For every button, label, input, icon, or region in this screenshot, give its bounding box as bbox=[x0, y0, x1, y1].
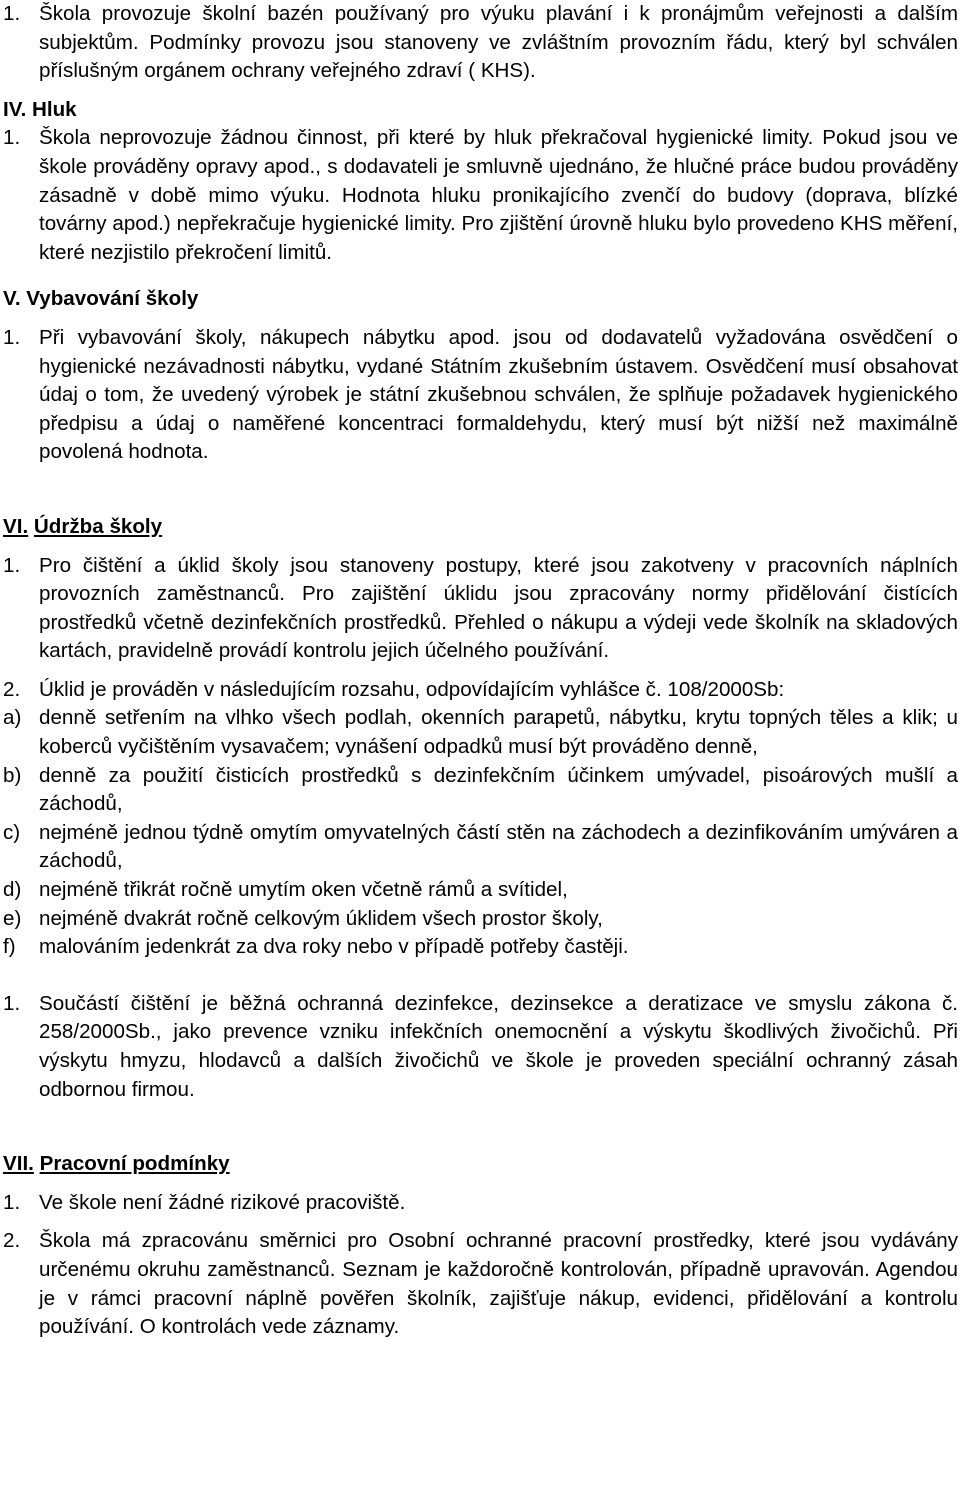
item-number: 2. bbox=[3, 677, 21, 701]
item-number: 1. bbox=[3, 325, 21, 349]
paragraph-text: Pro čištění a úklid školy jsou stanoveny postupy, které jsou zakotveny v pracovních náplních provozních zaměstnanců. Pro zajištění úklidu jsou zpracovány normy přidělování čistících prostředků včetně dezinfekčních prostředků. Přehled o nákupu a výdeji vede školník na skladových kartách, pravidelně provádí kontrolu jejich účelného používání. bbox=[39, 553, 958, 663]
item-number: 1. bbox=[3, 126, 21, 150]
list-item-text: nejméně dvakrát ročně celkovým úklidem všech prostor školy, bbox=[39, 906, 603, 930]
heading-number: VII. bbox=[3, 1152, 34, 1176]
list-item-text: denně za použití čisticích prostředků s dezinfekčním účinkem umývadel, pisoárových mušlí a záchodů, bbox=[39, 763, 958, 816]
paragraph-hluk-1 bbox=[0, 124, 960, 267]
item-number: 2. bbox=[3, 1229, 21, 1253]
list-marker: e) bbox=[3, 906, 22, 930]
paragraph-pracovni-1 bbox=[0, 1189, 960, 1218]
list-item bbox=[0, 819, 960, 876]
heading-number: VI. bbox=[3, 514, 29, 538]
paragraph-text: Škola má zpracovánu směrnici pro Osobní ochranné pracovní prostředky, které jsou vydávány určenému okruhu zaměstnanců. Seznam je každoročně kontrolován, případně upravován. Agendou je v rámci pracovní náplně pověřen školník, zajišťuje nákup, evidenci, přidělování a kontrolu používání. O kontrolách vede záznamy. bbox=[39, 1229, 958, 1339]
heading-text: Údržba školy bbox=[33, 514, 163, 538]
paragraph-vybavovani-1 bbox=[0, 324, 960, 467]
list-item bbox=[0, 933, 960, 962]
list-marker: c) bbox=[3, 820, 21, 844]
list-marker: f) bbox=[3, 935, 16, 959]
list-item bbox=[0, 762, 960, 819]
list-item-text: nejméně jednou týdně omytím omyvatelných částí stěn na záchodech a dezinfikováním umýváren a záchodů, bbox=[39, 820, 958, 873]
list-item bbox=[0, 876, 960, 905]
list-item bbox=[0, 704, 960, 761]
cleaning-list bbox=[0, 704, 960, 961]
paragraph-text: Při vybavování školy, nákupech nábytku apod. jsou od dodavatelů vyžadována osvědčení o hygienické nezávadnosti nábytku, vydané Státním zkušebním ústavem. Osvědčení musí obsahovat údaj o tom, že uvedený výrobek je státní zkušebnou schválen, že splňuje požadavek hygienického předpisu a údaj o naměřené koncentraci formaldehydu, který musí být nižší než maximálně povolená hodnota. bbox=[39, 325, 958, 464]
paragraph-bazen bbox=[0, 0, 960, 86]
list-item-text: malováním jedenkrát za dva roky nebo v případě potřeby častěji. bbox=[39, 935, 629, 959]
list-marker: b) bbox=[3, 763, 22, 787]
list-item-text: denně setřením na vlhko všech podlah, okenních parapetů, nábytku, krytu topných těles a klik; u koberců vyčištěním vysavačem; vynášení odpadků musí být prováděno denně, bbox=[39, 706, 958, 759]
paragraph-text: Ve škole není žádné rizikové pracoviště. bbox=[39, 1190, 406, 1214]
heading-text: Pracovní podmínky bbox=[39, 1152, 230, 1176]
item-number: 1. bbox=[3, 2, 21, 25]
paragraph-text: Součástí čištění je běžná ochranná dezinfekce, dezinsekce a deratizace ve smyslu zákona č. 258/2000Sb., jako prevence vzniku infekčních onemocnění a výskytu škodlivých živočichů. Při výskytu hmyzu, hlodavců a dalších živočichů ve škole je proveden speciální ochranný zásah odbornou firmou. bbox=[39, 991, 958, 1101]
list-item-text: nejméně třikrát ročně umytím oken včetně rámů a svítidel, bbox=[39, 878, 568, 902]
paragraph-udrzba-3 bbox=[0, 990, 960, 1104]
section-heading-hluk: IV. Hluk bbox=[3, 97, 77, 121]
paragraph-udrzba-1 bbox=[0, 552, 960, 666]
paragraph-udrzba-2 bbox=[0, 676, 960, 705]
list-marker: d) bbox=[3, 878, 22, 902]
paragraph-text: Škola provozuje školní bazén používaný pro výuku plavání i k pronájmům veřejnosti a dalším subjektům. Podmínky provozu jsou stanoveny ve zvláštním provozním řádu, který byl schválen příslušným orgánem ochrany veřejného zdraví ( KHS). bbox=[39, 2, 958, 83]
item-number: 1. bbox=[3, 991, 21, 1015]
paragraph-pracovni-2 bbox=[0, 1227, 960, 1341]
paragraph-text: Škola neprovozuje žádnou činnost, při které by hluk překračoval hygienické limity. Pokud jsou ve škole prováděny opravy apod., s dodavateli je smluvně ujednáno, že hlučné práce budou prováděny zásadně v době mimo výuku. Hodnota hluku pronikajícího zvenčí do budovy (doprava, blízké továrny apod.) nepřekračuje hygienické limity. Pro zjištění úrovně hluku bylo provedeno KHS měření, které nezjistilo překročení limitů. bbox=[39, 126, 958, 264]
list-item bbox=[0, 905, 960, 934]
section-heading-udrzba bbox=[0, 513, 960, 542]
item-number: 1. bbox=[3, 1190, 21, 1214]
paragraph-text: Úklid je prováděn v následujícím rozsahu, odpovídajícím vyhlášce č. 108/2000Sb: bbox=[39, 677, 785, 701]
item-number: 1. bbox=[3, 553, 21, 577]
section-heading-pracovni-podminky bbox=[0, 1150, 960, 1179]
list-marker: a) bbox=[3, 706, 22, 730]
section-heading-vybavovani: V. Vybavování školy bbox=[3, 287, 199, 311]
